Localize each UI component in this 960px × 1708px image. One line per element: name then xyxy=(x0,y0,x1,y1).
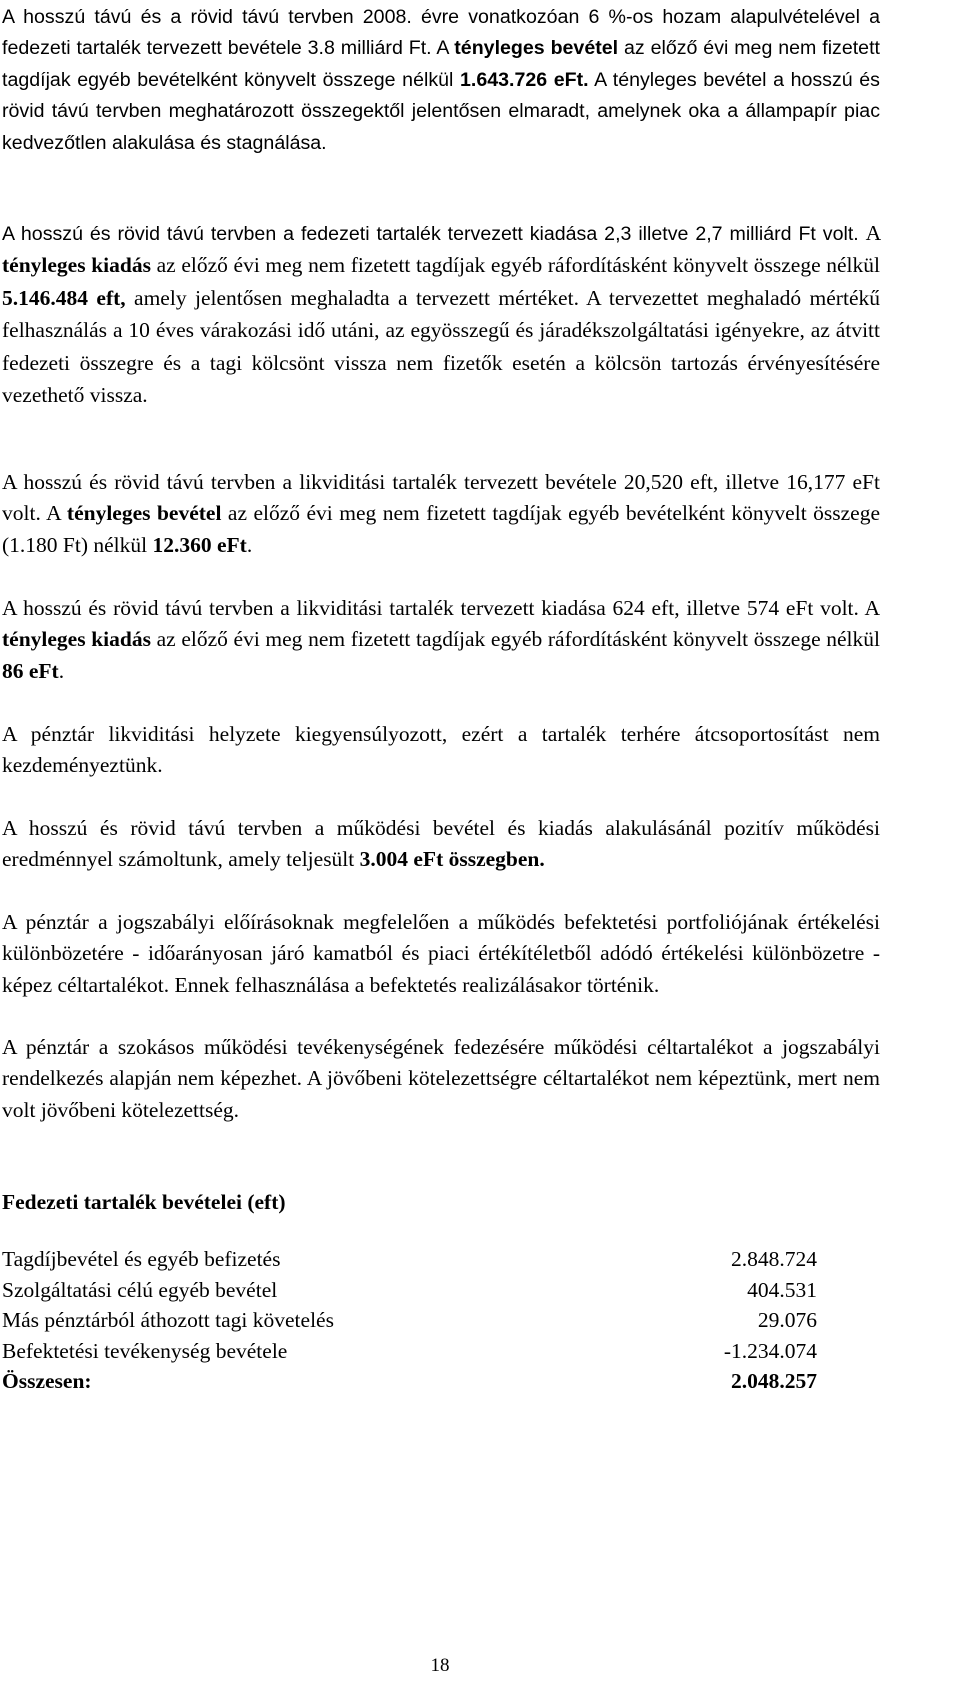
paragraph-celtartalek-mukodesi xyxy=(2,1032,880,1126)
paragraph-mukodesi-eredmeny xyxy=(2,813,880,876)
paragraph-likviditasi-kiadas xyxy=(2,593,880,687)
paragraph-penztar-likviditas xyxy=(2,719,880,782)
bold-text-run: 3.004 eFt összegben. xyxy=(359,847,545,872)
summary-title: Fedezeti tartalék bevételei (eft) xyxy=(2,1190,286,1214)
summary-row-label: Más pénztárból áthozott tagi követelés xyxy=(2,1308,334,1332)
summary-row-label: Befektetési tevékenység bevétele xyxy=(2,1338,288,1363)
summary-row-value: 404.531 xyxy=(747,1277,817,1302)
summary-row xyxy=(2,1305,817,1336)
bold-text-run: tényleges kiadás xyxy=(2,627,151,652)
summary-total-label: Összesen: xyxy=(2,1369,92,1393)
text-run: A hosszú távú és a rövid távú tervben 2008. évre vonatkozóan 6 %-os hozam alapulvételével a fedezeti tartalék tervezett bevétele 3.8 milliárd Ft. A xyxy=(2,6,880,60)
text-run: A pénztár a szokásos működési tevékenységének fedezésére működési céltartalékot a jogszabályi rendelkezés alapján nem képezhet. A jövőbeni kötelezettségre céltartalékot nem képeztünk, mert nem volt jövőbeni kötelezettség. xyxy=(2,1035,880,1122)
text-run: A hosszú és rövid távú tervben a működési bevétel és kiadás alakulásánál pozitív működési eredménnyel számoltunk, amely teljesült xyxy=(2,816,880,872)
summary-row-value: 29.076 xyxy=(757,1308,817,1332)
summary-table xyxy=(2,1244,817,1397)
paragraph-fedezeti-kiadas xyxy=(2,218,880,412)
bold-text-run: 12.360 eFt xyxy=(152,532,247,557)
text-run: A pénztár likviditási helyzete kiegyensúlyozott, ezért a tartalék terhére átcsoportosítást nem kezdeményeztünk. xyxy=(2,722,880,778)
text-run: A pénztár a jogszabályi előírásoknak megfelelően a működés befektetési portfoliójának értékelési különbözetére - időarányosan járó kamatból és piaci értékítéletből adódó értékelési különbözetre - képez céltartalékot. Ennek felhasználása a befektetés realizálásakor történik. xyxy=(2,910,880,997)
summary-row-value: -1.234.074 xyxy=(723,1338,817,1363)
text-run: az előző évi meg nem fizetett tagdíjak egyéb bevételként könyvelt összege (1.180 Ft) nélkül xyxy=(2,501,880,557)
summary-row-value: 2.848.724 xyxy=(731,1247,817,1271)
summary-row xyxy=(2,1275,817,1306)
summary-row xyxy=(2,1336,817,1367)
summary-total-value: 2.048.257 xyxy=(731,1369,817,1393)
text-run: A hosszú és rövid távú tervben a fedezeti tartalék tervezett kiadása 2,3 illetve 2,7 milliárd Ft volt. xyxy=(2,223,866,245)
summary-row xyxy=(2,1244,817,1275)
paragraph-hosszu-tavu-fedezeti-bevetel xyxy=(2,2,880,159)
text-run: A xyxy=(865,221,880,245)
bold-text-run: 86 eFt xyxy=(2,658,59,683)
paragraph-celtartalek-ertekelesi xyxy=(2,907,880,1001)
text-run: A hosszú és rövid távú tervben a likviditási tartalék tervezett bevétele 20,520 eft, illetve 16,177 eFt volt. A xyxy=(2,470,880,526)
bold-text-run: tényleges bevétel xyxy=(66,501,222,526)
page-number: 18 xyxy=(430,1655,450,1676)
summary-row-label: Tagdíjbevétel és egyéb befizetés xyxy=(2,1247,281,1271)
text-run: az előző évi meg nem fizetett tagdíjak egyéb ráfordításként könyvelt összege nélkül xyxy=(150,627,881,652)
text-run: . xyxy=(58,658,65,683)
text-run: az előző évi meg nem fizetett tagdíjak egyéb ráfordításként könyvelt összege nélkül xyxy=(150,253,881,278)
bold-text-run: 1.643.726 eFt. xyxy=(460,68,589,91)
bold-text-run: tényleges bevétel xyxy=(454,37,619,60)
bold-text-run: 5.146.484 eft, xyxy=(2,285,126,310)
summary-row-label: Szolgáltatási célú egyéb bevétel xyxy=(2,1277,278,1302)
paragraph-likviditasi-bevetel xyxy=(2,467,880,561)
text-run: A tényleges bevétel a hosszú és rövid távú tervben meghatározott összegektől jelentősen elmaradt, amelynek oka a állampapír piac kedvezőtlen alakulása és stagnálása. xyxy=(2,68,880,154)
text-run: A hosszú és rövid távú tervben a likviditási tartalék tervezett kiadása 624 eft, illetve 574 eFt volt. A xyxy=(2,596,880,620)
summary-total-row xyxy=(2,1366,817,1397)
bold-text-run: tényleges kiadás xyxy=(2,253,151,278)
text-run: amely jelentősen meghaladta a tervezett mértéket. A tervezettet meghaladó mértékű felhasználás a 10 éves várakozási idő utáni, az egyösszegű és járadékszolgáltatási igényekre, az átvitt fedezeti összegre és a tagi kölcsönt vissza nem fizetők esetén a kölcsön tartozás érvényesítésére vezethető vissza. xyxy=(2,285,880,408)
text-run: az előző évi meg nem fizetett tagdíjak egyéb bevételként könyvelt összege nélkül xyxy=(2,37,880,91)
text-run: . xyxy=(246,532,253,557)
